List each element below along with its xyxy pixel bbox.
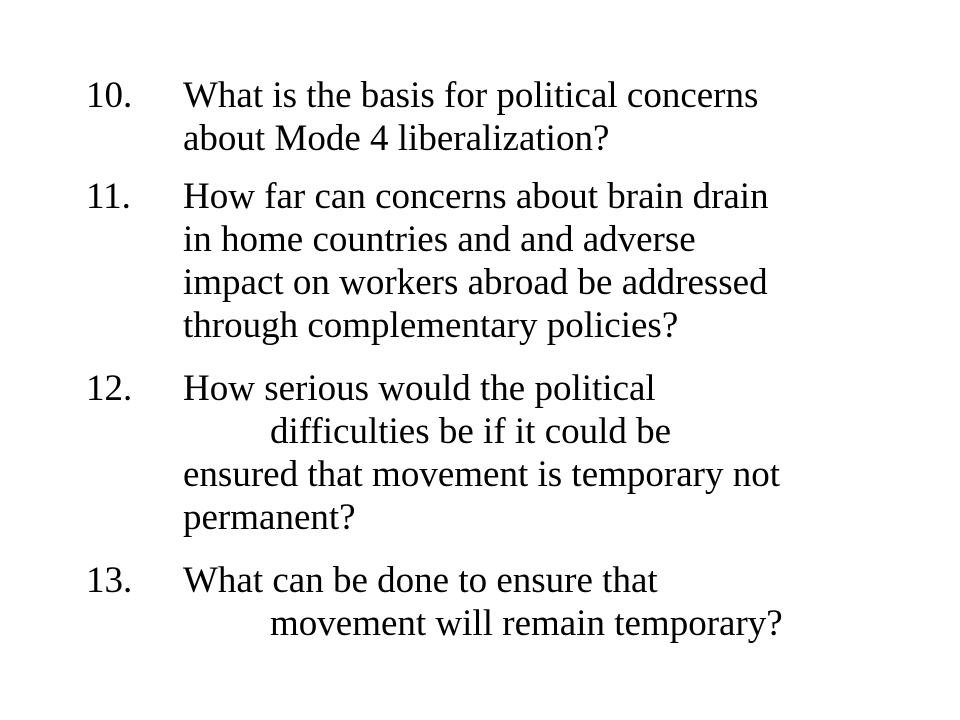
question-number: 11. [86, 176, 131, 217]
question-text-line: difficulties be if it could be [270, 411, 672, 452]
question-text-line: ensured that movement is temporary not [183, 454, 780, 495]
question-text-line: in home countries and and adverse [183, 219, 696, 260]
question-text-line: through complementary policies? [183, 305, 679, 346]
question-text-line: What can be done to ensure that [183, 560, 658, 601]
question-number: 10. [86, 75, 133, 116]
question-number: 13. [86, 560, 133, 601]
question-text-line: What is the basis for political concerns [183, 75, 759, 116]
question-text-line: about Mode 4 liberalization? [183, 118, 610, 159]
question-text-line: movement will remain temporary? [270, 603, 783, 644]
question-text-line: permanent? [183, 497, 356, 538]
question-text-line: How far can concerns about brain drain [183, 176, 769, 217]
question-text-line: How serious would the political [183, 368, 656, 409]
question-text-line: impact on workers abroad be addressed [183, 262, 768, 303]
question-number: 12. [86, 368, 133, 409]
